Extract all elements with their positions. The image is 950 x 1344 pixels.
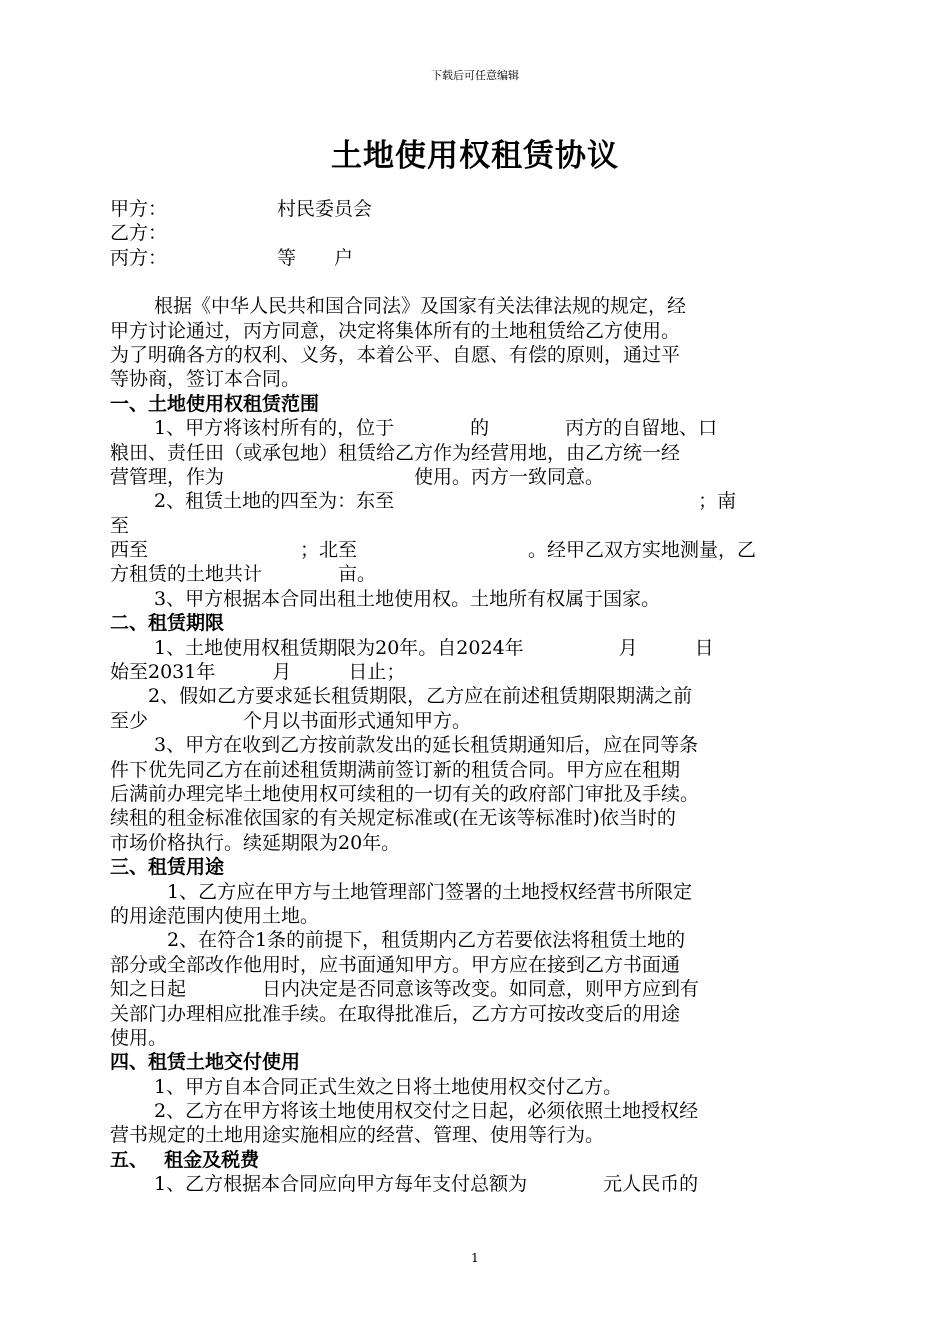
section-heading: 三、租赁用途 bbox=[110, 856, 225, 879]
party-value: 村民委员会 bbox=[277, 198, 373, 220]
text-line: 方租赁的土地共计 亩。 bbox=[110, 563, 377, 586]
party-line bbox=[110, 197, 840, 221]
text-line: 的用途范围内使用土地。 bbox=[110, 904, 320, 927]
contract-text bbox=[110, 294, 840, 1196]
party-value: 等 户 bbox=[277, 246, 354, 269]
text-line: 2、租赁土地的四至为：东至 ；南 bbox=[110, 490, 737, 513]
text-line: 至 bbox=[110, 514, 130, 537]
parties-block bbox=[110, 197, 840, 270]
text-line: 续租的租金标准依国家的有关规定标准或(在无该等标准时)依当时的 bbox=[110, 807, 676, 830]
text-line: 甲方讨论通过，丙方同意，决定将集体所有的土地租赁给乙方使用。 bbox=[110, 319, 681, 342]
page-number: 1 bbox=[471, 1251, 479, 1265]
text-line: 市场价格执行。续延期限为20年。 bbox=[110, 831, 401, 854]
section-heading: 五、 租金及税费 bbox=[110, 1148, 260, 1171]
text-line: 3、甲方在收到乙方按前款发出的延长租赁期通知后，应在同等条 bbox=[110, 734, 699, 757]
text-line: 至少 个月以书面形式通知甲方。 bbox=[110, 709, 472, 732]
text-line: 后满前办理完毕土地使用权可续租的一切有关的政府部门审批及手续。 bbox=[110, 782, 700, 805]
text-line: 知之日起 日内决定是否同意该等改变。如同意，则甲方应到有 bbox=[110, 978, 700, 1001]
text-line: 1、甲方将该村所有的，位于 的 丙方的自留地、口 bbox=[110, 417, 718, 440]
text-line: 1、土地使用权租赁期限为20年。自2024年 月 日 bbox=[110, 636, 714, 659]
header-note: 下载后可任意编辑 bbox=[431, 69, 519, 82]
text-line: 关部门办理相应批准手续。在取得批准后，乙方方可按改变后的用途 bbox=[110, 1002, 681, 1025]
text-line: 粮田、责任田（或承包地）租赁给乙方作为经营用地，由乙方统一经 bbox=[110, 441, 681, 464]
text-line: 2、假如乙方要求延长租赁期限，乙方应在前述租赁期限期满之前 bbox=[110, 685, 693, 708]
text-line: 使用。 bbox=[110, 1026, 168, 1049]
text-line: 1、甲方自本合同正式生效之日将土地使用权交付乙方。 bbox=[110, 1075, 623, 1098]
party-label: 甲方： bbox=[110, 198, 168, 220]
text-line: 2、乙方在甲方将该土地使用权交付之日起，必须依照土地授权经 bbox=[110, 1100, 699, 1123]
text-line: 根据《中华人民共和国合同法》及国家有关法律法规的规定，经 bbox=[110, 295, 687, 318]
text-line: 1、乙方应在甲方与土地管理部门签署的土地授权经营书所限定 bbox=[110, 880, 693, 903]
text-line: 2、在符合1条的前提下，租赁期内乙方若要依法将租赁土地的 bbox=[110, 929, 686, 952]
text-line: 为了明确各方的权利、义务，本着公平、自愿、有偿的原则，通过平 bbox=[110, 343, 681, 366]
party-label: 乙方： bbox=[110, 222, 168, 245]
section-heading: 一、土地使用权租赁范围 bbox=[110, 392, 320, 415]
text-line: 营管理，作为 使用。丙方一致同意。 bbox=[110, 465, 605, 488]
section-heading: 四、租赁土地交付使用 bbox=[110, 1051, 301, 1074]
party-line bbox=[110, 221, 840, 245]
text-line: 3、甲方根据本合同出租土地使用权。土地所有权属于国家。 bbox=[110, 587, 661, 610]
section-heading: 二、租赁期限 bbox=[110, 612, 225, 635]
text-line: 部分或全部改作他用时，应书面通知甲方。甲方应在接到乙方书面通 bbox=[110, 953, 681, 976]
text-line: 始至2031年 月 日止； bbox=[110, 661, 406, 684]
text-line: 营书规定的土地用途实施相应的经营、管理、使用等行为。 bbox=[110, 1124, 605, 1147]
text-line: 1、乙方根据本合同应向甲方每年支付总额为 元人民币的 bbox=[110, 1173, 699, 1196]
text-line: 西至 ；北至 。经甲乙双方实地测量，乙 bbox=[110, 539, 757, 562]
party-line bbox=[110, 246, 840, 270]
text-line: 等协商，签订本合同。 bbox=[110, 368, 301, 391]
party-label: 丙方： bbox=[110, 246, 168, 269]
document-title: 土地使用权租赁协议 bbox=[331, 138, 619, 174]
document-body bbox=[110, 197, 840, 1197]
text-line: 件下优先同乙方在前述租赁期满前签订新的租赁合同。甲方应在租期 bbox=[110, 758, 681, 781]
